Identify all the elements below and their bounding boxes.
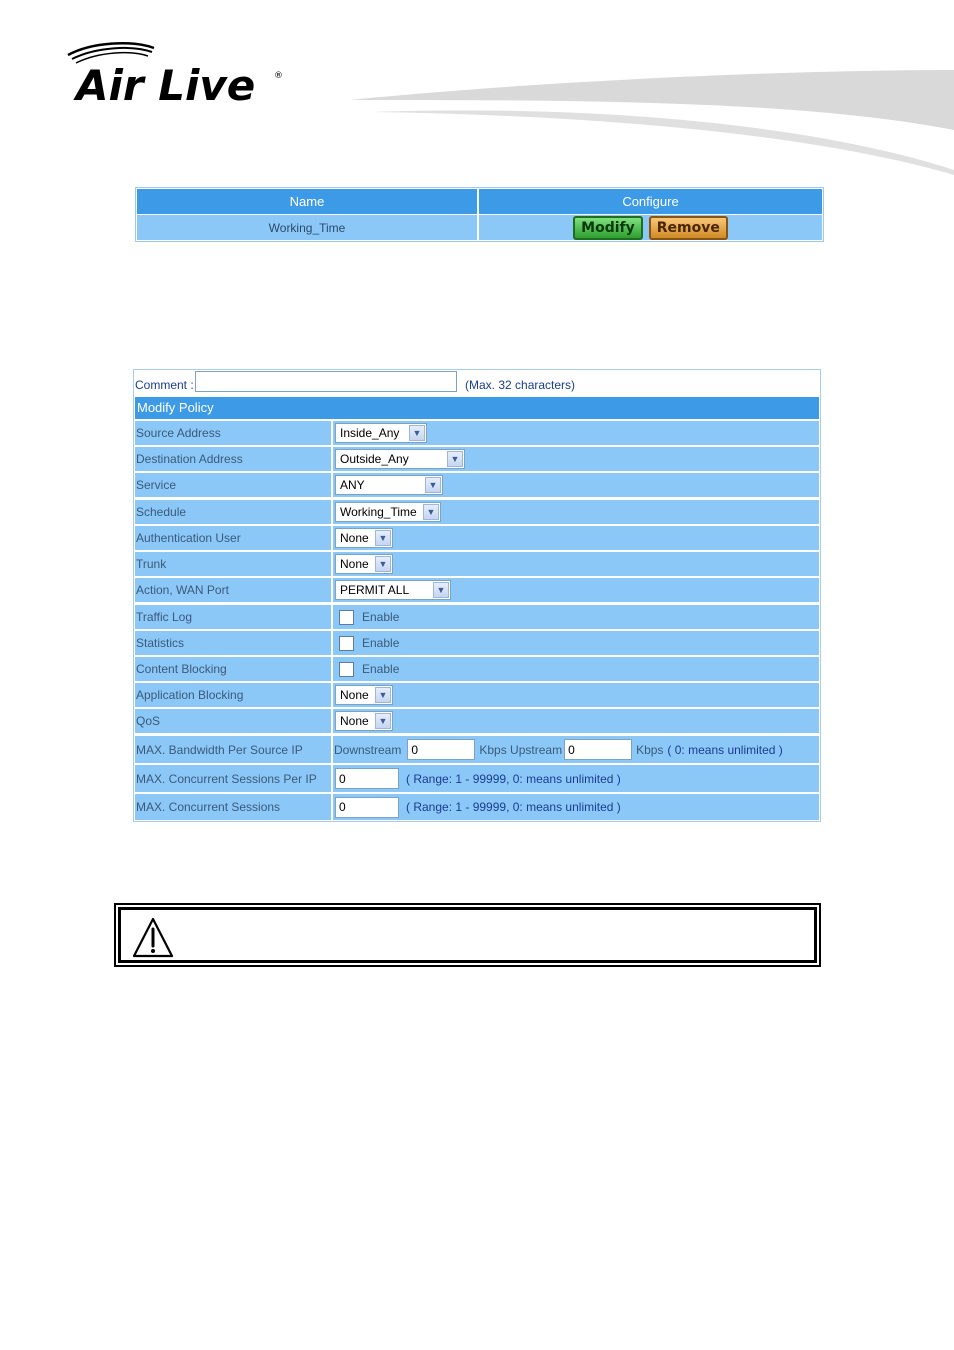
field-label: Action, WAN Port	[135, 578, 331, 602]
col-configure-header: Configure	[479, 189, 822, 214]
row-application-blocking	[135, 683, 819, 707]
col-name-header: Name	[137, 189, 477, 214]
row-destination-address	[135, 447, 819, 471]
downstream-label: Downstream	[334, 742, 402, 757]
rule-name: Working_Time	[137, 215, 477, 240]
row-source-address	[135, 421, 819, 445]
row-max-bandwidth	[135, 736, 819, 763]
field-label: Application Blocking	[135, 683, 331, 707]
comment-label: Comment :	[135, 378, 194, 392]
remove-button[interactable]: Remove	[649, 216, 728, 240]
row-max-sessions-per-ip	[135, 765, 819, 792]
configure-cell	[479, 215, 822, 240]
chevron-down-icon: ▼	[375, 713, 391, 729]
kbps-unit-label: Kbps	[636, 742, 664, 757]
checkbox-label: Enable	[362, 662, 400, 676]
row-statistics	[135, 631, 819, 655]
svg-text:®: ®	[274, 71, 283, 81]
field-label: MAX. Concurrent Sessions	[135, 794, 331, 820]
service-select[interactable]: ANY ▼	[335, 475, 443, 495]
svg-text:Air Live: Air Live	[76, 61, 256, 110]
source-address-select[interactable]: Inside_Any ▼	[335, 423, 427, 443]
chevron-down-icon: ▼	[375, 530, 391, 546]
chevron-down-icon: ▼	[375, 556, 391, 572]
table-row	[137, 215, 822, 240]
upstream-input[interactable]: 0	[564, 739, 632, 760]
content-blocking-checkbox[interactable]	[339, 662, 354, 677]
field-label: MAX. Bandwidth Per Source IP	[135, 736, 331, 763]
field-label: Schedule	[135, 500, 331, 524]
chevron-down-icon: ▼	[447, 451, 463, 467]
comment-input[interactable]	[195, 371, 457, 392]
row-authentication-user	[135, 526, 819, 550]
sessions-per-ip-input[interactable]: 0	[335, 768, 399, 789]
application-blocking-select[interactable]: None ▼	[335, 685, 393, 705]
downstream-input[interactable]: 0	[407, 739, 475, 760]
row-traffic-log	[135, 605, 819, 629]
row-schedule	[135, 500, 819, 524]
sessions-note: ( Range: 1 - 99999, 0: means unlimited )	[406, 800, 621, 814]
statistics-checkbox[interactable]	[339, 636, 354, 651]
checkbox-label: Enable	[362, 610, 400, 624]
action-wan-port-select[interactable]: PERMIT ALL ▼	[335, 580, 451, 600]
warning-triangle-icon	[131, 916, 175, 960]
field-label: QoS	[135, 709, 331, 733]
row-action-wan-port	[135, 578, 819, 602]
destination-address-select[interactable]: Outside_Any ▼	[335, 449, 465, 469]
field-label: Authentication User	[135, 526, 331, 550]
chevron-down-icon: ▼	[423, 504, 439, 520]
modify-policy-form	[133, 369, 821, 822]
field-label: Trunk	[135, 552, 331, 576]
row-qos	[135, 709, 819, 733]
field-label: Content Blocking	[135, 657, 331, 681]
rule-table	[135, 187, 824, 242]
field-label: Source Address	[135, 421, 331, 445]
chevron-down-icon: ▼	[409, 425, 425, 441]
row-trunk	[135, 552, 819, 576]
authentication-user-select[interactable]: None ▼	[335, 528, 393, 548]
warning-box	[114, 903, 821, 967]
modify-button[interactable]: Modify	[573, 216, 643, 240]
row-content-blocking	[135, 657, 819, 681]
field-label: Destination Address	[135, 447, 331, 471]
comment-row	[134, 370, 820, 396]
rule-table-header	[137, 189, 822, 214]
row-service	[135, 473, 819, 497]
field-label: MAX. Concurrent Sessions Per IP	[135, 765, 331, 792]
header-swoosh	[350, 60, 954, 180]
field-label: Traffic Log	[135, 605, 331, 629]
policy-title: Modify Policy	[135, 397, 819, 419]
row-max-sessions	[135, 794, 819, 820]
comment-hint: (Max. 32 characters)	[465, 378, 576, 392]
schedule-select[interactable]: Working_Time ▼	[335, 502, 441, 522]
sessions-per-ip-note: ( Range: 1 - 99999, 0: means unlimited )	[406, 771, 621, 786]
traffic-log-checkbox[interactable]	[339, 610, 354, 625]
field-label: Service	[135, 473, 331, 497]
bandwidth-note: ( 0: means unlimited )	[667, 742, 783, 757]
trunk-select[interactable]: None ▼	[335, 554, 393, 574]
sessions-input[interactable]: 0	[335, 797, 399, 818]
field-label: Statistics	[135, 631, 331, 655]
airlive-logo	[62, 40, 292, 110]
qos-select[interactable]: None ▼	[335, 711, 393, 731]
chevron-down-icon: ▼	[425, 477, 441, 493]
upstream-label: Kbps Upstream	[479, 742, 563, 757]
chevron-down-icon: ▼	[375, 687, 391, 703]
chevron-down-icon: ▼	[433, 582, 449, 598]
checkbox-label: Enable	[362, 636, 400, 650]
